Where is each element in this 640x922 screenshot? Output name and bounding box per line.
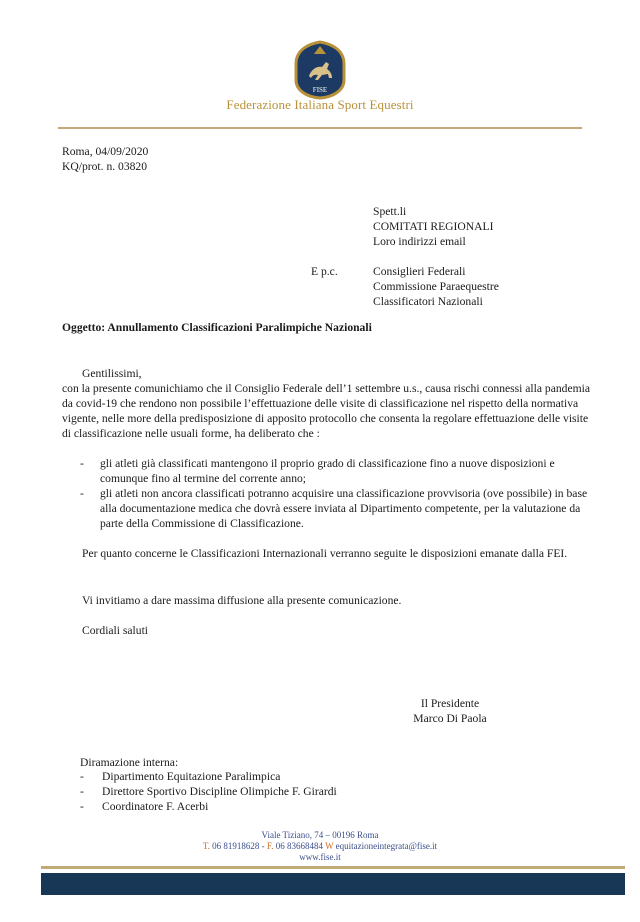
place-date: Roma, 04/09/2020: [62, 145, 149, 158]
fei-paragraph: Per quanto concerne le Classificazioni Internazionali verranno seguite le disposizioni emanate dalla FEI.: [82, 547, 568, 560]
list-item: [80, 769, 337, 784]
recipients-line: Spett.li: [373, 205, 407, 218]
bullet-dash: -: [80, 785, 84, 798]
list-item-text: Dipartimento Equitazione Paralimpica: [102, 770, 281, 783]
list-item: [80, 799, 337, 814]
header-divider: [58, 127, 582, 129]
cc-block: [373, 264, 499, 309]
bullet-dash: -: [80, 770, 84, 783]
email-label: W: [325, 841, 334, 851]
recipients-block: [373, 204, 493, 249]
distribution-list: [80, 769, 337, 814]
cc-line: Commissione Paraequestre: [373, 280, 499, 293]
signature-name: Marco Di Paola: [413, 712, 487, 725]
list-item: [80, 784, 337, 799]
letter-subject: Oggetto: Annullamento Classificazioni Paralimpiche Nazionali: [62, 321, 372, 334]
letter-body: [62, 366, 591, 441]
recipients-line: COMITATI REGIONALI: [373, 220, 494, 233]
cc-label: E p.c.: [311, 265, 338, 278]
letter-meta: [62, 144, 148, 174]
list-item-text: gli atleti già classificati mantengono il proprio grado di classificazione fino a nuove disposizioni e comunque fino al termine del corrente anno;: [100, 457, 555, 485]
bullet-dash: -: [80, 457, 84, 470]
org-name: Federazione Italiana Sport Equestri: [226, 97, 414, 112]
footer-address: Viale Tiziano, 74 – 00196 Roma: [261, 830, 379, 840]
footer-website-link[interactable]: www.fise.it: [299, 852, 341, 862]
cc-line: Consiglieri Federali: [373, 265, 466, 278]
decision-list: [62, 456, 591, 531]
distribution-title: Diramazione interna:: [80, 756, 179, 769]
signature-title: Il Presidente: [420, 697, 480, 710]
list-item-text: Direttore Sportivo Discipline Olimpiche F. Girardi: [102, 785, 337, 798]
bullet-dash: -: [80, 487, 84, 500]
footer-contacts: T. 06 81918628 - F. 06 83668484 W equitazioneintegrata@fise.it: [202, 841, 438, 851]
list-item-text: Coordinatore F. Acerbi: [102, 800, 209, 813]
letter-footer: [0, 830, 640, 863]
protocol-number: KQ/prot. n. 03820: [62, 160, 148, 173]
phone-number: 06 81918628: [212, 841, 260, 851]
footer-email-link[interactable]: equitazioneintegrata@fise.it: [335, 841, 438, 851]
cc-line: Classificatori Nazionali: [373, 295, 483, 308]
signature-block: [410, 696, 490, 726]
body-paragraph: con la presente comunichiamo che il Consiglio Federale dell’1 settembre u.s., causa rischi connessi alla pandemia da covid-19 che rendono non possibile l’effettuazione delle visite di classificazione nel rispetto della normativa vigente, nelle more della predisposizione di apposito protocollo che consenta la regolare effettuazione delle visite di classificazione nelle usuali forme, ha deliberato che :: [62, 382, 590, 440]
svg-text:FISE: FISE: [312, 86, 328, 94]
footer-divider: [41, 866, 625, 869]
bullet-dash: -: [80, 800, 84, 813]
list-item-text: gli atleti non ancora classificati potranno acquisire una classificazione provvisoria (ove possibile) in base alla documentazione medica che dovrà essere inviata al Dipartimento competente, per la valutazione da parte della Commissione di Classificazione.: [100, 487, 588, 530]
phone-label: T.: [202, 841, 210, 851]
recipients-line: Loro indirizzi email: [373, 235, 466, 248]
list-item: [62, 486, 591, 531]
closing-regards: Cordiali saluti: [82, 624, 149, 637]
fax-number: 06 83668484: [275, 841, 323, 851]
fax-label: F.: [266, 841, 274, 851]
fise-logo: [292, 40, 348, 100]
invite-paragraph: Vi invitiamo a dare massima diffusione alla presente comunicazione.: [82, 594, 402, 607]
fise-shield-icon: [292, 40, 348, 100]
list-item: [62, 456, 591, 486]
greeting: Gentilissimi,: [82, 367, 142, 380]
footer-bar: [41, 873, 625, 895]
